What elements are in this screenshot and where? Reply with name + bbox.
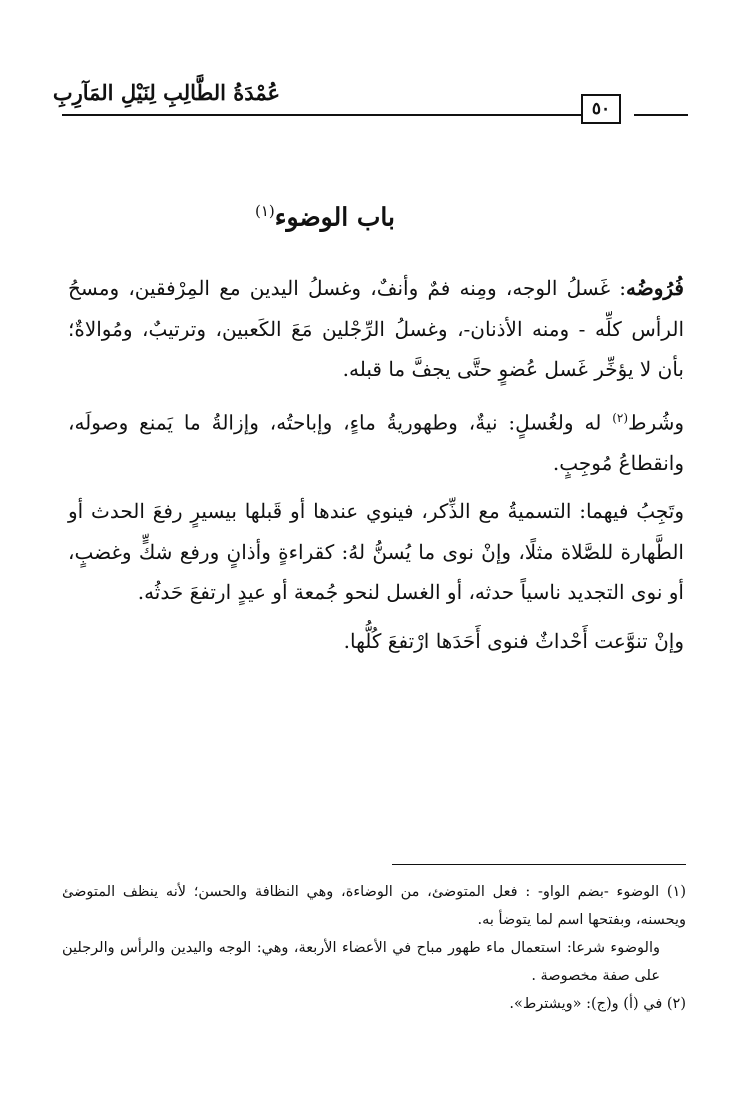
footnotes [62,878,686,1018]
footnote-1-continued: والوضوء شرعا: استعمال ماء طهور مباح في الأعضاء الأربعة، وهي: الوجه واليدين والرأس والرجلين على صفة مخصوصة . [62,940,660,984]
chapter-title [200,202,450,231]
footnote-rule [392,864,686,865]
chapter-title-text: باب الوضوء [274,202,395,232]
paragraph-obligations [68,268,684,390]
paragraph-conditions [68,398,684,484]
footnote-2: (٢) في (أ) و(ج): «ويشترط». [509,996,686,1012]
header-rule-left [62,114,582,116]
header-rule-right [634,114,688,116]
body-text [68,268,684,669]
footnote-1: (١) الوضوء -بضم الواو- : فعل المتوضئ، من الوضاءة، وهي النظافة والحسن؛ لأنه ينظف المتوضئ ويحسنه، وبفتحها اسم لما يتوضأ به. [62,884,686,928]
page-number: ٥٠ [581,94,621,124]
paragraph-text: له ولغُسلٍ: نيةٌ، وطهوريةُ ماءٍ، وإباحتُه، وإزالةُ ما يَمنع وصولَه، وانقطاعُ مُوجِبٍ. [68,410,684,475]
paragraph-multiple-events: وإنْ تنوَّعت أَحْداثٌ فنوى أَحَدَها ارْتفعَ كُلُّها. [343,628,684,653]
paragraph-lead: فُرُوضُه [626,276,684,300]
paragraph-text: : غَسلُ الوجه، ومِنه فمٌ وأنفٌ، وغسلُ اليدين مع المِرْفقين، ومسحُ الرأس كلِّه - ومنه الأذنان-، وغسلُ الرِّجْلين مَعَ الكَعبين، وترتيبٌ، ومُوالاةٌ؛ بأن لا يؤخِّر غَسل عُضوٍ حتَّى يجفَّ ما قبله. [68,276,684,381]
footnote-ref-2: (٢) [612,410,629,425]
paragraph-start: وشُرط [628,410,684,435]
paragraph-requirements: وتَجِبُ فيهما: التسميةُ مع الذِّكر، فينوي عندها أو قَبلها بيسيرٍ رفعَ الحدث أو الطَّهارة للصَّلاة مثلًا، وإنْ نوى ما يُسنُّ لهُ: كقراءةٍ وأذانٍ ورفع شكٍّ وغضبٍ، أو نوى التجديد ناسياً حدثه، أو الغسل لنحو جُمعة أو عيدٍ ارتفعَ حَدثُه. [68,499,684,605]
chapter-footnote-ref: (١) [255,202,275,220]
running-title: عُمْدَةُ الطَّالِبِ لِنَيْلِ المَآرِبِ [52,80,280,105]
